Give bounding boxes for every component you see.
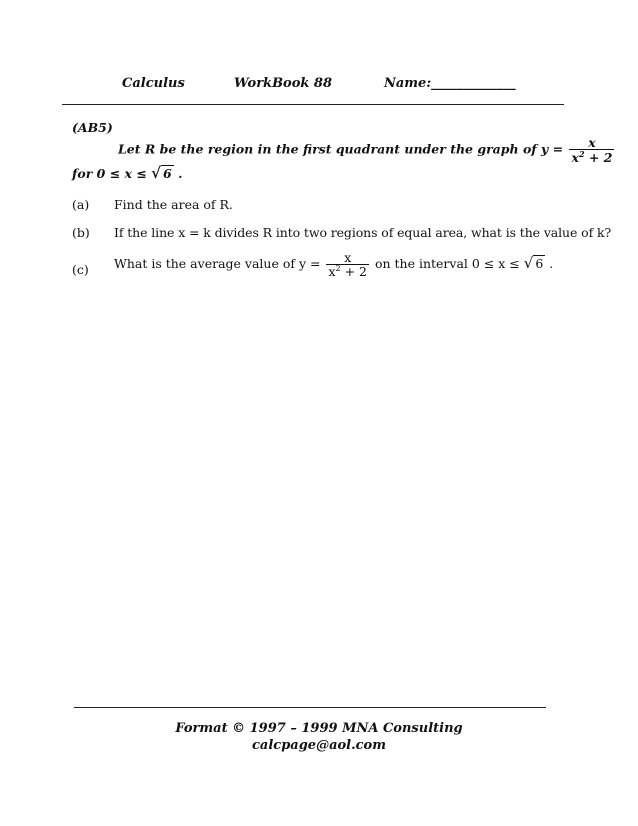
footer-email: calcpage@aol.com — [252, 738, 386, 753]
sqrt-symbol: √ 6 — [151, 164, 172, 182]
problem-statement-text: Let R be the region in the first quadrant under the graph of y = — [118, 141, 564, 157]
footer-copyright: Format © 1997 – 1999 MNA Consulting — [175, 721, 463, 736]
part-a-label: (a) — [72, 197, 90, 212]
part-c-mid: on the interval 0 ≤ x ≤ — [374, 256, 520, 272]
problem-statement — [118, 136, 616, 164]
problem-fraction — [569, 136, 614, 164]
part-c-label: (c) — [72, 262, 89, 277]
fraction-denominator: $x^2 + 2$ — [571, 149, 613, 166]
part-b-label: (b) — [72, 225, 90, 240]
part-a-text: Find the area of R. — [114, 197, 233, 212]
part-b-text: If the line x = k divides R into two regions of equal area, what is the value of k? — [114, 225, 612, 240]
domain-text: for 0 ≤ x ≤ — [72, 166, 147, 181]
part-c-fraction: $\frac{x}{x^2 + 2}$ — [328, 250, 367, 280]
part-c-sqrt: √ 6 — [523, 254, 544, 273]
header-course: Calculus — [122, 76, 185, 91]
part-c-text: What is the average value of y = $\frac{x}{x^2 + 2}$ on the interval 0 ≤ x ≤ √ 6 . — [114, 250, 554, 280]
part-c-prefix: What is the average value of y = — [114, 256, 321, 272]
problem-domain: for 0 ≤ x ≤ √ 6 . — [72, 164, 183, 182]
header-workbook: WorkBook 88 — [234, 76, 333, 91]
footer-rule — [74, 707, 546, 708]
header-name-field: Name:_____________ — [384, 76, 516, 91]
header-rule — [62, 104, 564, 105]
fraction-numerator: x — [588, 135, 596, 150]
problem-id: (AB5) — [72, 120, 113, 135]
